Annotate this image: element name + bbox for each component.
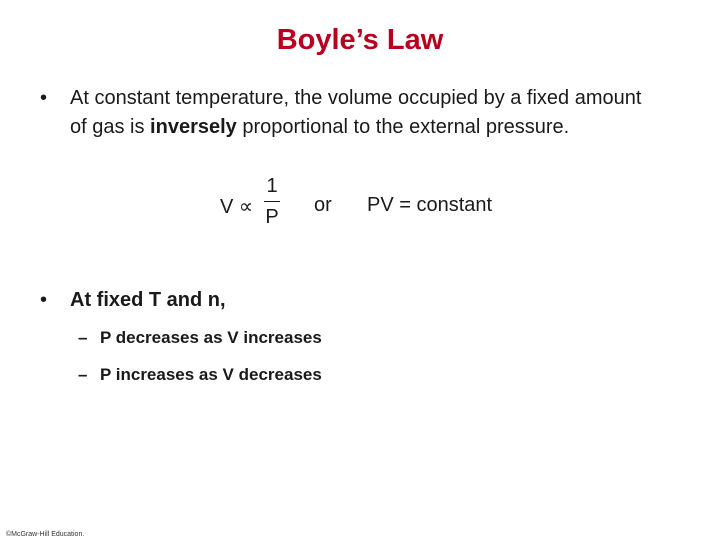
bullet-text — [70, 84, 650, 142]
formula-alternative: PV = constant — [367, 194, 493, 216]
bullet-text: At fixed T and n, — [70, 289, 226, 311]
sub-bullet-marker: – — [78, 328, 88, 347]
fraction-bar — [264, 201, 280, 202]
fraction-numerator: 1 — [266, 175, 278, 197]
sub-bullet-marker: – — [78, 365, 88, 384]
sub-bullet-text: P increases as V decreases — [100, 365, 322, 384]
formula-connector: or — [314, 194, 332, 216]
statement-end: proportional to the external pressure. — [236, 116, 570, 138]
bullet-marker: • — [40, 289, 48, 311]
statement-start: At constant temperature, the volume occupied by a fixed amount of gas is — [70, 87, 642, 138]
copyright-footer: ©McGraw-Hill Education. — [6, 531, 85, 538]
sub-bullet-text: P decreases as V increases — [100, 328, 322, 347]
formula-lhs: V ∝ — [220, 196, 254, 218]
bullet-marker: • — [40, 87, 48, 109]
statement-emphasis: inversely — [150, 116, 237, 138]
fraction-denominator: P — [265, 206, 279, 228]
slide-title: Boyle’s Law — [276, 24, 444, 56]
formula-fraction — [264, 174, 280, 229]
